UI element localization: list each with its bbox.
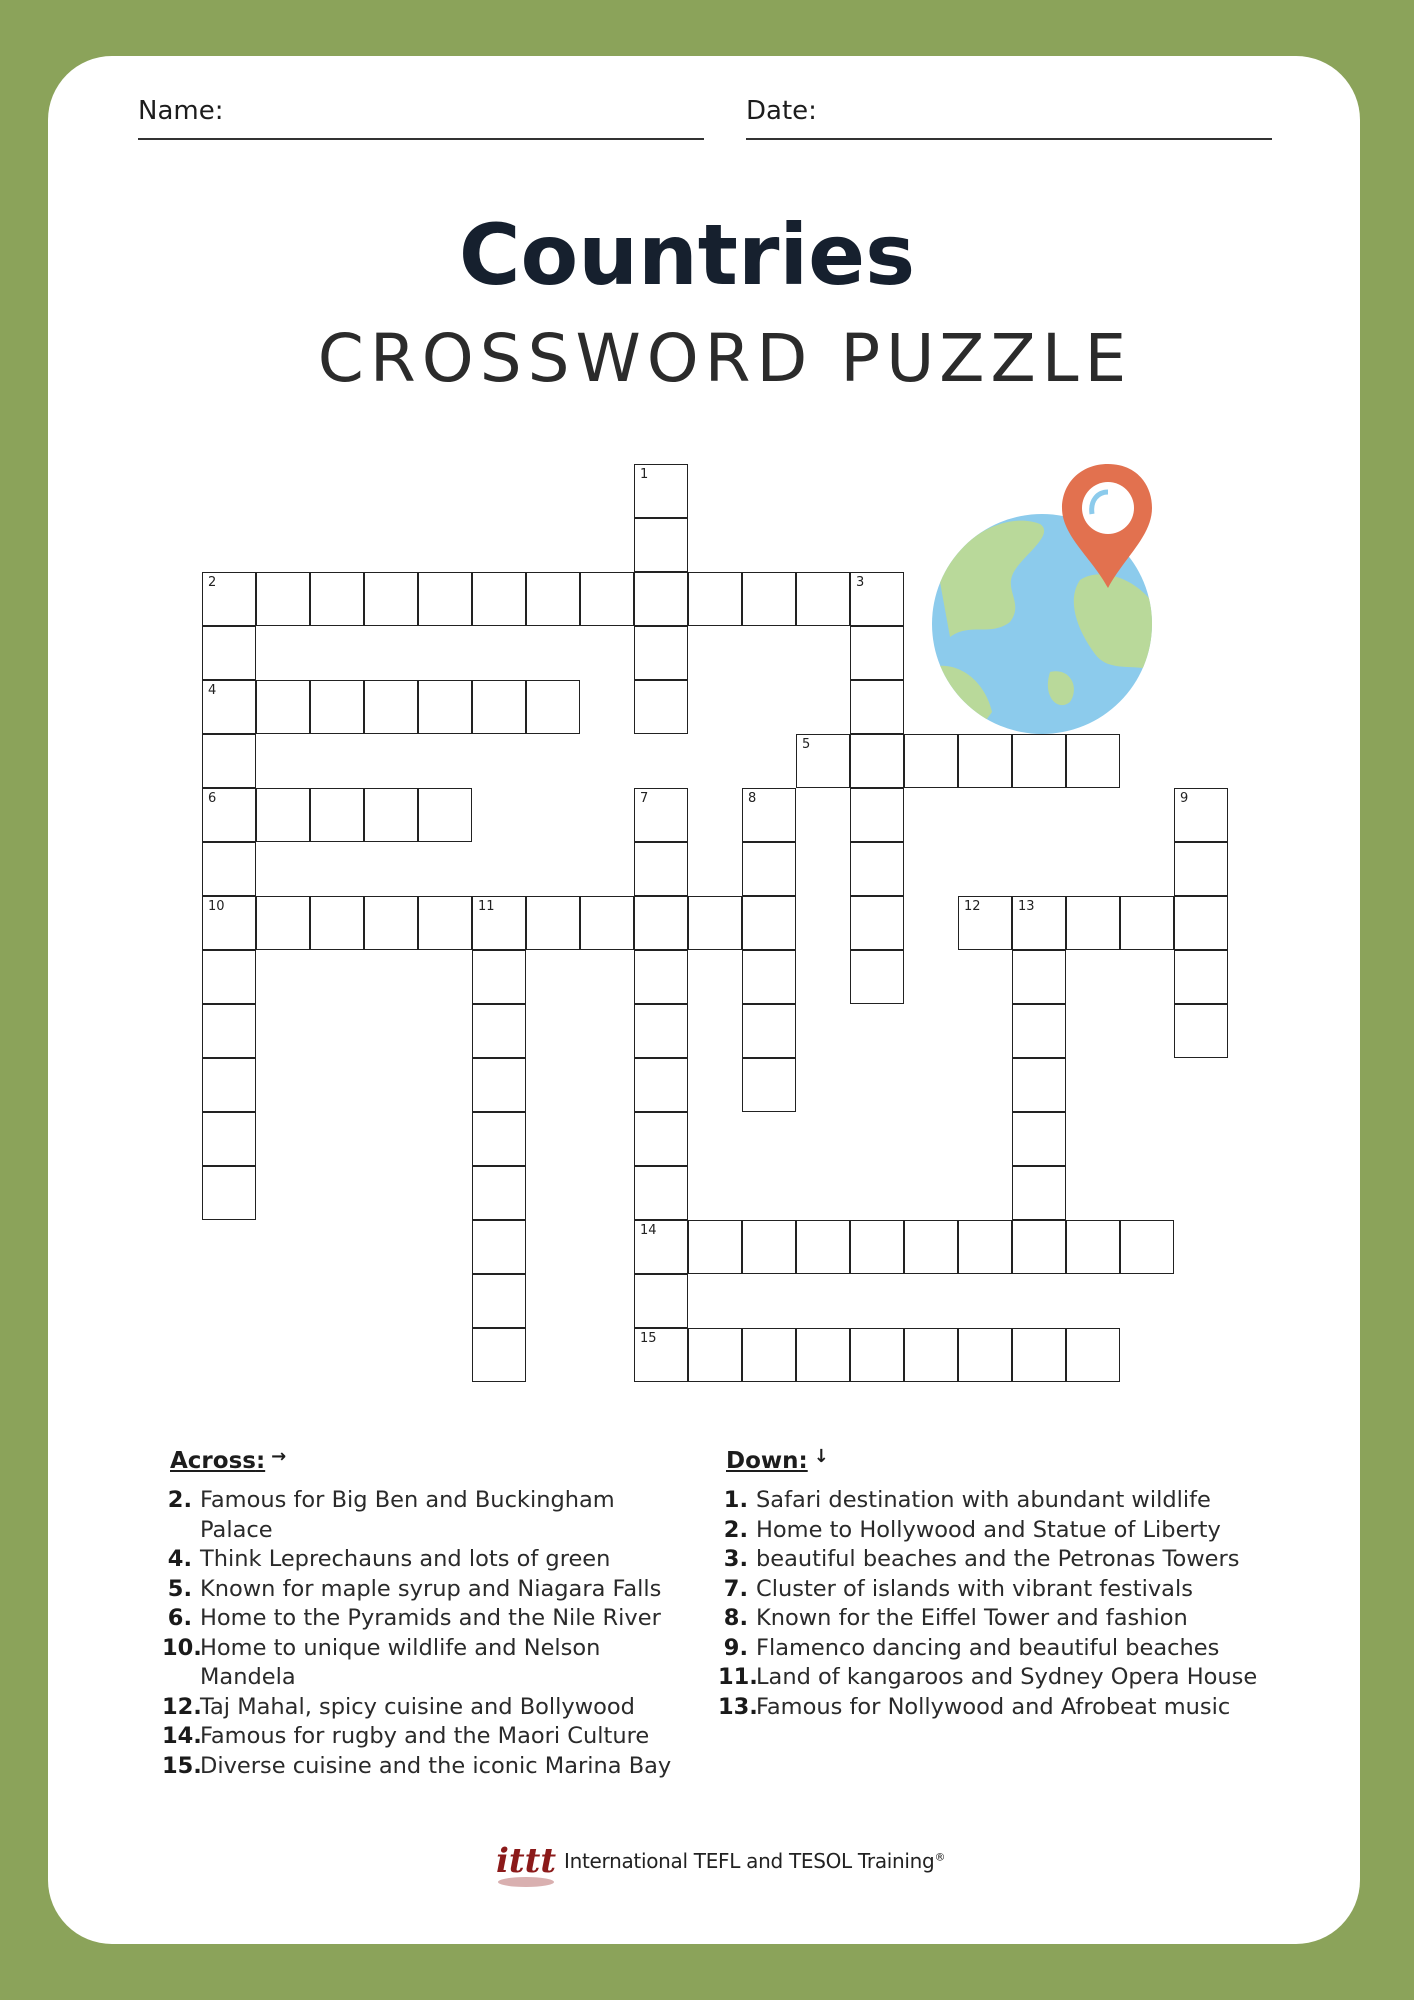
grid-cell[interactable] — [742, 1004, 796, 1058]
grid-cell[interactable] — [634, 680, 688, 734]
cell-number: 9 — [1180, 791, 1189, 806]
clue-number: 2. — [167, 1487, 192, 1513]
across-clue-4 — [162, 1545, 682, 1575]
grid-cell[interactable] — [1012, 1004, 1066, 1058]
grid-cell[interactable] — [742, 1328, 796, 1382]
clue-text: beautiful beaches and the Petronas Towers — [756, 1546, 1240, 1572]
clue-number: 15. — [162, 1752, 202, 1779]
grid-cell[interactable] — [310, 788, 364, 842]
grid-cell[interactable] — [472, 1328, 526, 1382]
grid-cell[interactable] — [1174, 950, 1228, 1004]
clue-number: 5. — [167, 1575, 192, 1602]
grid-cell[interactable] — [1012, 1112, 1066, 1166]
grid-cell[interactable] — [742, 950, 796, 1004]
grid-cell[interactable] — [1012, 1166, 1066, 1220]
cell-number: 1 — [640, 467, 649, 482]
grid-cell[interactable] — [580, 896, 634, 950]
across-clue-2 — [162, 1486, 682, 1545]
down-clue-list — [718, 1486, 1318, 1722]
grid-cell[interactable] — [526, 896, 580, 950]
grid-cell[interactable] — [472, 572, 526, 626]
grid-cell[interactable] — [472, 1166, 526, 1220]
grid-cell[interactable] — [202, 1166, 256, 1220]
grid-cell[interactable] — [472, 680, 526, 734]
cell-number: 14 — [640, 1223, 657, 1238]
grid-cell[interactable] — [688, 896, 742, 950]
grid-cell[interactable] — [1012, 734, 1066, 788]
clue-text: Think Leprechauns and lots of green — [200, 1546, 611, 1572]
grid-cell[interactable] — [1066, 1328, 1120, 1382]
grid-cell[interactable] — [796, 572, 850, 626]
clue-text: Taj Mahal, spicy cuisine and Bollywood — [200, 1693, 635, 1720]
clue-text: Home to Hollywood and Statue of Liberty — [756, 1516, 1221, 1543]
grid-cell[interactable] — [202, 950, 256, 1004]
cell-number: 11 — [478, 899, 495, 914]
grid-cell[interactable] — [256, 572, 310, 626]
down-clues — [718, 1446, 1318, 1722]
grid-cell[interactable] — [742, 1220, 796, 1274]
grid-cell[interactable] — [634, 572, 688, 626]
across-clue-6 — [162, 1604, 682, 1634]
grid-cell[interactable] — [310, 680, 364, 734]
clue-number: 13. — [718, 1693, 758, 1720]
grid-cell[interactable] — [472, 1220, 526, 1274]
grid-cell[interactable] — [1174, 788, 1228, 842]
grid-cell[interactable] — [202, 626, 256, 680]
grid-cell[interactable] — [1066, 1220, 1120, 1274]
clue-text: Cluster of islands with vibrant festivals — [756, 1575, 1193, 1602]
across-clue-5 — [162, 1575, 682, 1605]
grid-cell[interactable] — [634, 464, 688, 518]
grid-cell[interactable] — [850, 572, 904, 626]
cell-number: 4 — [208, 683, 217, 698]
grid-cell[interactable] — [634, 788, 688, 842]
clue-number: 7. — [723, 1575, 748, 1602]
grid-cell[interactable] — [202, 734, 256, 788]
cell-number: 13 — [1018, 899, 1035, 914]
down-clue-2 — [718, 1516, 1318, 1546]
grid-cell[interactable] — [1012, 1220, 1066, 1274]
arrow-down-icon: ↓ — [813, 1446, 829, 1467]
name-field[interactable] — [138, 96, 223, 126]
grid-cell[interactable] — [850, 896, 904, 950]
clue-number: 12. — [162, 1693, 202, 1720]
grid-cell[interactable] — [256, 680, 310, 734]
grid-cell[interactable] — [202, 1112, 256, 1166]
clue-text: Known for maple syrup and Niagara Falls — [200, 1575, 662, 1602]
clue-text: Flamenco dancing and beautiful beaches — [756, 1634, 1220, 1661]
clue-number: 11. — [718, 1664, 758, 1690]
across-clue-14 — [162, 1722, 682, 1752]
grid-cell[interactable] — [904, 1328, 958, 1382]
grid-cell[interactable] — [202, 842, 256, 896]
grid-cell[interactable] — [472, 950, 526, 1004]
grid-cell[interactable] — [634, 1112, 688, 1166]
across-clues — [162, 1446, 682, 1781]
grid-cell[interactable] — [310, 572, 364, 626]
grid-cell[interactable] — [202, 788, 256, 842]
down-heading: Down: ↓ — [726, 1446, 829, 1474]
clue-text: Land of kangaroos and Sydney Opera House — [756, 1664, 1258, 1690]
grid-cell[interactable] — [472, 1274, 526, 1328]
globe-with-pin-icon — [930, 462, 1162, 734]
grid-cell[interactable] — [634, 1328, 688, 1382]
grid-cell[interactable] — [202, 1004, 256, 1058]
grid-cell[interactable] — [742, 842, 796, 896]
grid-cell[interactable] — [1066, 896, 1120, 950]
grid-cell[interactable] — [688, 1220, 742, 1274]
grid-cell[interactable] — [1120, 896, 1174, 950]
grid-cell[interactable] — [256, 788, 310, 842]
grid-cell[interactable] — [850, 950, 904, 1004]
grid-cell[interactable] — [634, 1004, 688, 1058]
grid-cell[interactable] — [1012, 1328, 1066, 1382]
grid-cell[interactable] — [904, 1220, 958, 1274]
clue-number: 3. — [723, 1546, 748, 1572]
grid-cell[interactable] — [796, 1220, 850, 1274]
date-field[interactable] — [746, 96, 817, 126]
org-name: International TEFL and TESOL Training® — [564, 1849, 946, 1873]
grid-cell[interactable] — [1174, 842, 1228, 896]
grid-cell[interactable] — [850, 788, 904, 842]
cell-number: 6 — [208, 791, 217, 806]
grid-cell[interactable] — [850, 1328, 904, 1382]
cell-number: 10 — [208, 899, 225, 914]
grid-cell[interactable] — [580, 572, 634, 626]
grid-cell[interactable] — [634, 518, 688, 572]
down-clue-13 — [718, 1693, 1318, 1723]
cell-number: 12 — [964, 899, 981, 914]
clue-text: Famous for Nollywood and Afrobeat music — [756, 1693, 1231, 1720]
grid-cell[interactable] — [742, 572, 796, 626]
grid-cell[interactable] — [1174, 896, 1228, 950]
grid-cell[interactable] — [958, 734, 1012, 788]
grid-cell[interactable] — [364, 680, 418, 734]
grid-cell[interactable] — [472, 896, 526, 950]
grid-cell[interactable] — [634, 1166, 688, 1220]
clue-text: Known for the Eiffel Tower and fashion — [756, 1605, 1188, 1631]
grid-cell[interactable] — [526, 680, 580, 734]
arrow-right-icon: → — [271, 1446, 287, 1467]
grid-cell[interactable] — [634, 626, 688, 680]
across-heading: Across: → — [170, 1446, 287, 1474]
grid-cell[interactable] — [1120, 1220, 1174, 1274]
grid-cell[interactable] — [256, 896, 310, 950]
grid-cell[interactable] — [850, 626, 904, 680]
footer-logo — [494, 1832, 945, 1890]
grid-cell[interactable] — [742, 788, 796, 842]
grid-cell[interactable] — [850, 1220, 904, 1274]
grid-cell[interactable] — [418, 572, 472, 626]
grid-cell[interactable] — [688, 572, 742, 626]
grid-cell[interactable] — [742, 896, 796, 950]
down-clue-8 — [718, 1604, 1318, 1634]
page-title: Countries — [458, 206, 916, 304]
grid-cell[interactable] — [364, 572, 418, 626]
grid-cell[interactable] — [364, 788, 418, 842]
clue-number: 14. — [162, 1723, 202, 1749]
clue-number: 1. — [723, 1487, 748, 1513]
clue-text: Home to the Pyramids and the Nile River — [200, 1605, 661, 1631]
grid-cell[interactable] — [310, 896, 364, 950]
grid-cell[interactable] — [796, 1328, 850, 1382]
grid-cell[interactable] — [634, 842, 688, 896]
clue-number: 8. — [723, 1605, 748, 1631]
grid-cell[interactable] — [472, 1112, 526, 1166]
clue-number: 9. — [723, 1634, 748, 1661]
registered-mark: ® — [934, 1850, 946, 1864]
date-underline — [746, 138, 1272, 140]
grid-cell[interactable] — [688, 1328, 742, 1382]
clue-text: Home to unique wildlife and Nelson Mandela — [200, 1634, 601, 1690]
down-clue-9 — [718, 1634, 1318, 1664]
grid-cell[interactable] — [1174, 1004, 1228, 1058]
cell-number: 7 — [640, 791, 649, 806]
grid-cell[interactable] — [526, 572, 580, 626]
grid-cell[interactable] — [1012, 896, 1066, 950]
cell-number: 8 — [748, 791, 757, 806]
clue-number: 6. — [167, 1605, 192, 1631]
clue-number: 2. — [723, 1516, 748, 1543]
grid-cell[interactable] — [634, 1220, 688, 1274]
down-clue-3 — [718, 1545, 1318, 1575]
grid-cell[interactable] — [1012, 950, 1066, 1004]
page-subtitle: CROSSWORD PUZZLE — [317, 320, 1133, 397]
grid-cell[interactable] — [418, 680, 472, 734]
across-clue-10 — [162, 1634, 682, 1693]
down-clue-1 — [718, 1486, 1318, 1516]
ittt-logo-icon — [494, 1832, 558, 1890]
clue-text: Famous for Big Ben and Buckingham Palace — [200, 1487, 615, 1543]
down-clue-7 — [718, 1575, 1318, 1605]
grid-cell[interactable] — [634, 950, 688, 1004]
grid-cell[interactable] — [364, 896, 418, 950]
clue-number: 10. — [162, 1634, 202, 1661]
grid-cell[interactable] — [634, 896, 688, 950]
grid-cell[interactable] — [418, 788, 472, 842]
grid-cell[interactable] — [796, 734, 850, 788]
name-underline — [138, 138, 704, 140]
cell-number: 2 — [208, 575, 217, 590]
grid-cell[interactable] — [418, 896, 472, 950]
grid-cell[interactable] — [850, 842, 904, 896]
grid-cell[interactable] — [850, 734, 904, 788]
grid-cell[interactable] — [1066, 734, 1120, 788]
across-clue-list — [162, 1486, 682, 1781]
grid-cell[interactable] — [634, 1274, 688, 1328]
date-label: Date: — [746, 96, 817, 126]
grid-cell[interactable] — [202, 896, 256, 950]
across-clue-15 — [162, 1752, 682, 1782]
cell-number: 3 — [856, 575, 865, 590]
grid-cell[interactable] — [958, 1220, 1012, 1274]
clue-text: Safari destination with abundant wildlife — [756, 1487, 1211, 1513]
grid-cell[interactable] — [634, 1058, 688, 1112]
grid-cell[interactable] — [472, 1058, 526, 1112]
grid-cell[interactable] — [472, 1004, 526, 1058]
grid-cell[interactable] — [850, 680, 904, 734]
grid-cell[interactable] — [202, 572, 256, 626]
cell-number: 15 — [640, 1331, 657, 1346]
grid-cell[interactable] — [202, 1058, 256, 1112]
cell-number: 5 — [802, 737, 811, 752]
across-clue-12 — [162, 1693, 682, 1723]
name-label: Name: — [138, 96, 224, 126]
clue-text: Diverse cuisine and the iconic Marina Bay — [200, 1752, 672, 1779]
grid-cell[interactable] — [742, 1058, 796, 1112]
grid-cell[interactable] — [1012, 1058, 1066, 1112]
grid-cell[interactable] — [958, 896, 1012, 950]
svg-text:ittt: ittt — [496, 1841, 557, 1881]
clue-number: 4. — [167, 1546, 192, 1572]
clue-text: Famous for rugby and the Maori Culture — [200, 1723, 650, 1749]
grid-cell[interactable] — [958, 1328, 1012, 1382]
grid-cell[interactable] — [904, 734, 958, 788]
grid-cell[interactable] — [202, 680, 256, 734]
down-clue-11 — [718, 1663, 1318, 1693]
